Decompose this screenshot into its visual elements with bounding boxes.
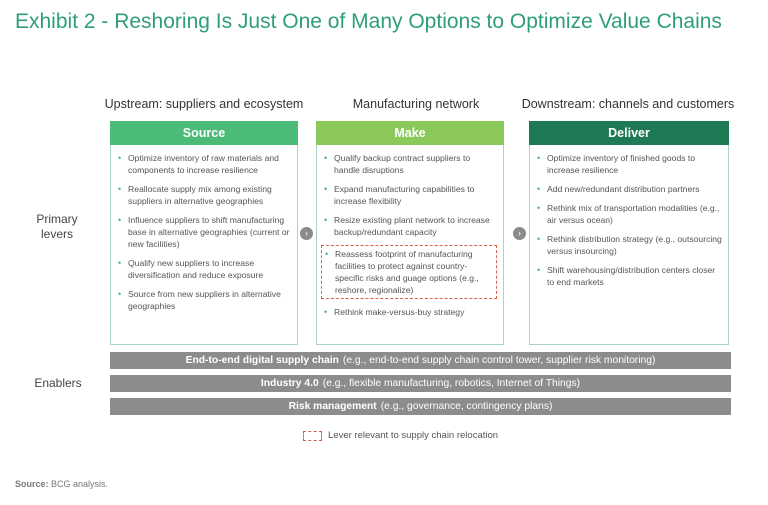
exhibit-title: Exhibit 2 - Reshoring Is Just One of Many Options to Optimize Value Chains [15, 10, 722, 33]
enablers-label: Enablers [34, 376, 82, 390]
source-label: Source: [15, 479, 49, 489]
bullet-icon: • [118, 215, 122, 225]
list-item: • Influence suppliers to shift manufacturing base in alternative geographies (current or new facilities) [118, 215, 290, 249]
column-header-upstream: Upstream: suppliers and ecosystem [104, 97, 304, 111]
deliver-box [529, 145, 729, 345]
bullet-icon: • [537, 153, 541, 163]
source-list [118, 152, 291, 312]
bullet-icon: • [324, 184, 328, 194]
bullet-icon: • [118, 184, 122, 194]
list-item: • Optimize inventory of finished goods to increase resilience [537, 153, 696, 175]
column-header-manufacturing: Manufacturing network [352, 97, 480, 111]
enabler-title: Risk management [288, 401, 377, 412]
column-header-downstream: Downstream: channels and customers [521, 97, 735, 111]
list-item: • Qualify new suppliers to increase diversification and reduce exposure [118, 258, 264, 280]
bullet-icon: • [537, 265, 541, 275]
enabler-title: End-to-end digital supply chain [185, 355, 339, 366]
list-item: • Rethink distribution strategy (e.g., outsourcing versus insourcing) [537, 234, 722, 256]
chevron-right-icon: › [513, 227, 526, 240]
enabler-industry-4 [110, 375, 731, 392]
list-item: • Add new/redundant distribution partners [537, 184, 700, 194]
enabler-examples: (e.g., flexible manufacturing, robotics, Internet of Things) [322, 378, 581, 389]
bullet-icon: • [118, 289, 122, 299]
source-text: BCG analysis. [51, 479, 109, 489]
enabler-title: Industry 4.0 [260, 378, 319, 389]
list-item: • Rethink mix of transportation modalities (e.g., air versus ocean) [537, 203, 720, 225]
bullet-icon: • [118, 153, 122, 163]
legend [303, 430, 498, 441]
make-box [316, 145, 504, 345]
list-item: • Optimize inventory of raw materials and components to increase resilience [118, 153, 279, 175]
source-column [110, 121, 298, 345]
list-item: • Qualify backup contract suppliers to handle disruptions [324, 153, 471, 175]
deliver-column [529, 121, 729, 345]
bullet-icon: • [537, 184, 541, 194]
bullet-icon: • [325, 249, 329, 259]
bullet-icon: • [324, 153, 328, 163]
deliver-header: Deliver [529, 121, 729, 145]
list-item: • Rethink make-versus-buy strategy [324, 307, 465, 317]
list-item: • Source from new suppliers in alternative geographies [118, 289, 281, 311]
list-item: • Shift warehousing/distribution centers closer to end markets [537, 265, 716, 287]
chevron-right-icon: › [300, 227, 313, 240]
make-header: Make [316, 121, 504, 145]
enabler-examples: (e.g., end-to-end supply chain control tower, supplier risk monitoring) [342, 355, 656, 366]
dashed-box-swatch [303, 431, 322, 441]
list-item: • Resize existing plant network to increase backup/redundant capacity [324, 215, 490, 237]
bullet-icon: • [537, 234, 541, 244]
deliver-list [537, 152, 722, 288]
make-column [316, 121, 504, 345]
enabler-risk-management [110, 398, 731, 415]
source-box [110, 145, 298, 345]
list-item: • Reallocate supply mix among existing suppliers in alternative geographies [118, 184, 272, 206]
bullet-icon: • [324, 307, 328, 317]
bullet-icon: • [324, 215, 328, 225]
bullet-icon: • [118, 258, 122, 268]
source-note [15, 479, 108, 489]
enabler-examples: (e.g., governance, contingency plans) [380, 401, 553, 412]
bullet-icon: • [537, 203, 541, 213]
make-list [324, 152, 497, 318]
list-item-relocation: • Reassess footprint of manufacturing facilities to protect against country-specific risks and guage options (e.g., reshore, regionalize) [321, 245, 497, 299]
source-header: Source [110, 121, 298, 145]
enabler-digital-supply-chain [110, 352, 731, 369]
legend-label: Lever relevant to supply chain relocation [328, 430, 499, 441]
primary-levers-label: Primary levers [36, 212, 78, 241]
list-item: • Expand manufacturing capabilities to increase flexibility [324, 184, 475, 206]
